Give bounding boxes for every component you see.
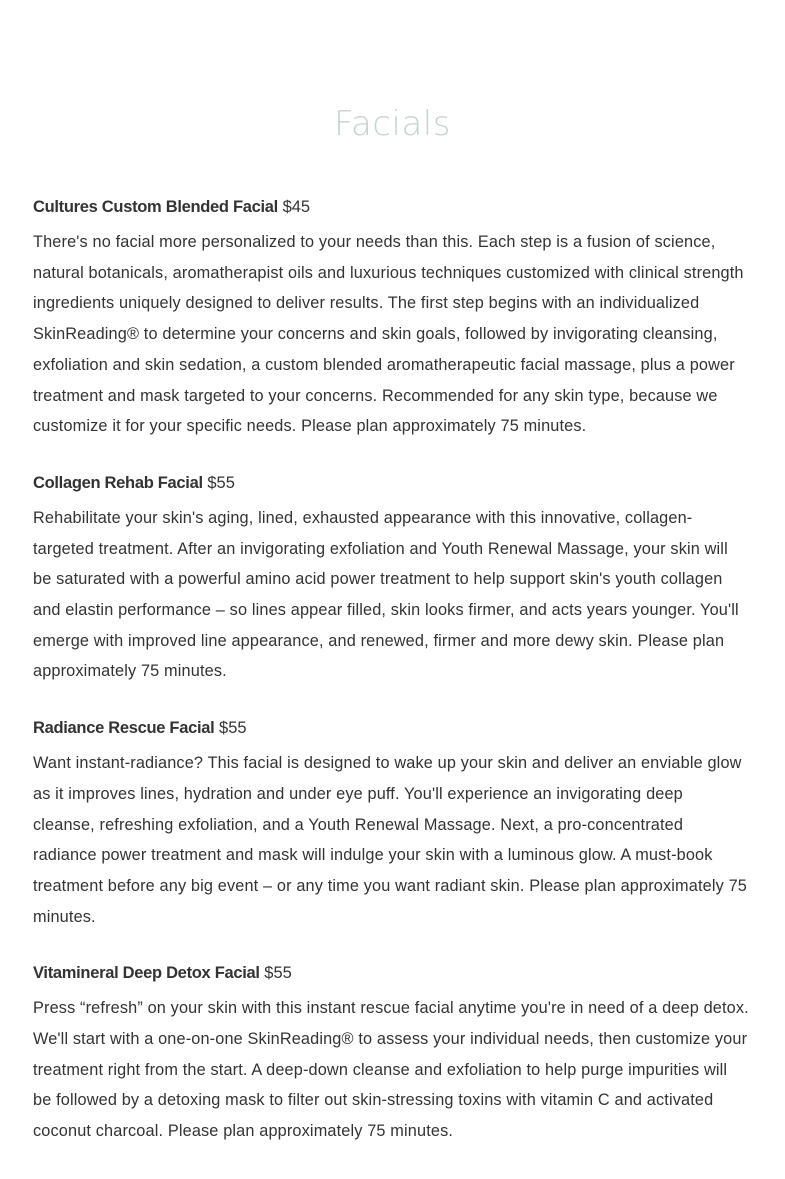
facial-item bbox=[33, 961, 749, 1147]
facial-item bbox=[33, 716, 749, 932]
facial-name: Vitamineral Deep Detox Facial bbox=[33, 964, 260, 983]
facial-item bbox=[33, 471, 749, 687]
facial-name: Cultures Custom Blended Facial bbox=[33, 198, 278, 216]
facial-price: $55 bbox=[207, 473, 235, 492]
facial-price: $55 bbox=[264, 964, 292, 983]
facial-item bbox=[33, 195, 749, 442]
page-title: Facials bbox=[334, 104, 451, 144]
facial-name: Collagen Rehab Facial bbox=[33, 473, 203, 492]
facial-description: Press “refresh” on your skin with this instant rescue facial anytime you're in need of a deep detox. We'll start with a one-on-one SkinReading® to assess your individual needs, then customize your treatment right from the start. A deep-down cleanse and exfoliation to help purge impurities will be followed by a detoxing mask to filter out skin-stressing toxins with vitamin C and activated coconut charcoal. Please plan approximately 75 minutes. bbox=[33, 999, 749, 1141]
facial-heading bbox=[33, 961, 749, 985]
facial-price: $55 bbox=[219, 719, 247, 738]
facial-description: Rehabilitate your skin's aging, lined, exhausted appearance with this innovative, collagen-targeted treatment. After an invigorating exfoliation and Youth Renewal Massage, your skin will be saturated with a powerful amino acid power treatment to help support skin's youth collagen and elastin performance – so lines appear filled, skin looks firmer, and acts years younger. You'll emerge with improved line appearance, and renewed, firmer and more dewy skin. Please plan approximately 75 minutes. bbox=[33, 508, 739, 681]
facial-price: $45 bbox=[282, 198, 311, 216]
facials-list bbox=[33, 195, 749, 1176]
facial-heading bbox=[33, 471, 749, 495]
facial-description: Want instant-radiance? This facial is designed to wake up your skin and deliver an enviable glow as it improves lines, hydration and under eye puff. You'll experience an invigorating deep cleanse, refreshing exfoliation, and a Youth Renewal Massage. Next, a pro-concentrated radiance power treatment and mask will indulge your skin with a luminous glow. A must-book treatment before any big event – or any time you want radiant skin. Please plan approximately 75 minutes. bbox=[33, 754, 747, 926]
facial-heading bbox=[33, 195, 749, 219]
facial-heading bbox=[33, 716, 749, 740]
facial-name: Radiance Rescue Facial bbox=[33, 719, 215, 738]
facial-description: There's no facial more personalized to your needs than this. Each step is a fusion of science, natural botanicals, aromatherapist oils and luxurious techniques customized with clinical strength ingredients uniquely designed to deliver results. The first step begins with an individualized SkinReading® to determine your concerns and skin goals, followed by invigorating cleansing, exfoliation and skin sedation, a custom blended aromatherapeutic facial massage, plus a power treatment and mask targeted to your concerns. Recommended for any skin type, because we customize it for your specific needs. Please plan approximately 75 minutes. bbox=[33, 233, 744, 436]
